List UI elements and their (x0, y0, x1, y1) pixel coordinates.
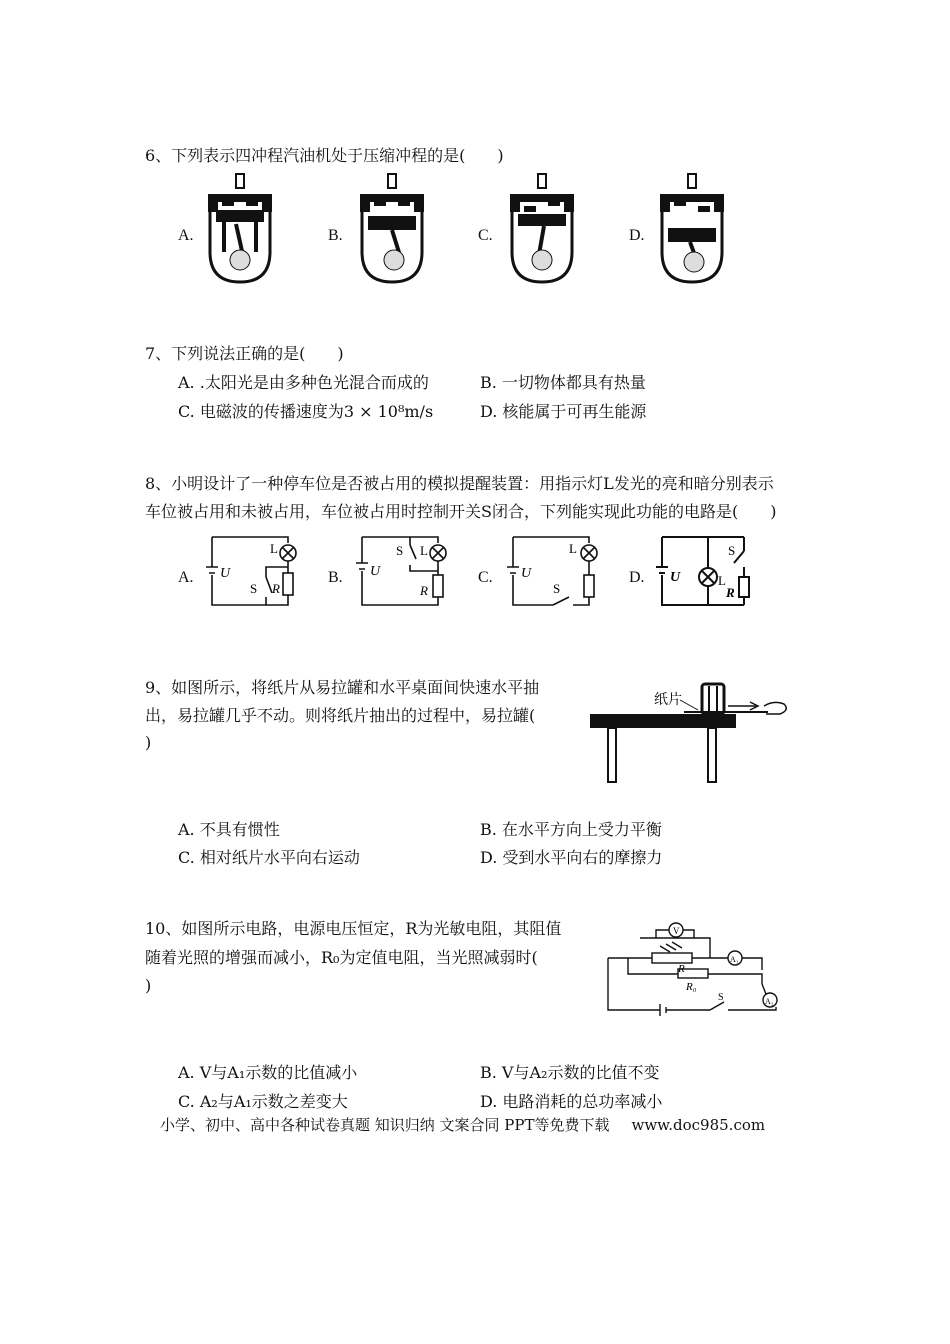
page-footer (160, 1115, 765, 1135)
ammeter-a1-label: A₁ (730, 955, 739, 964)
circuit-c-label-s: S (553, 581, 561, 596)
photoresistor-circuit-figure (600, 916, 792, 1016)
circuit-figure-c (503, 533, 605, 609)
q6-option-c-label: C. (478, 227, 493, 244)
circuit-figure-d (652, 533, 754, 609)
q8-option-c-label: C. (478, 569, 493, 586)
q10-option-d: D. 电路消耗的总功率减小 (480, 1092, 663, 1111)
q6-option-b-label: B. (328, 227, 343, 244)
table-can-figure (588, 676, 798, 786)
q10-option-b: B. V与A₂示数的比值不变 (480, 1063, 660, 1082)
circuit-a-label-s: S (250, 581, 258, 596)
q10-option-a: A. V与A₁示数的比值减小 (178, 1063, 358, 1082)
q9-stem-line1: 9、如图所示，将纸片从易拉罐和水平桌面间快速水平抽 (145, 678, 540, 697)
q7-option-c: C. 电磁波的传播速度为3 × 10⁸m/s (178, 402, 434, 421)
circuit-d-label-r: R (726, 585, 735, 600)
ammeter-a2-label: A₂ (765, 997, 774, 1006)
switch-s-label: S (718, 992, 724, 1003)
circuit-b-label-s: S (396, 543, 404, 558)
q7-option-b: B. 一切物体都具有热量 (480, 373, 646, 392)
resistor-r-label: R (678, 963, 685, 975)
engine-figure-c (502, 172, 582, 287)
circuit-d-label-u: U (670, 570, 681, 585)
q7-option-a: A. .太阳光是由多种色光混合而成的 (178, 373, 429, 392)
footer-text: 小学、初中、高中各种试卷真题 知识归纳 文案合同 PPT等免费下载 (160, 1116, 610, 1134)
circuit-figure-b (352, 533, 454, 609)
engine-figure-d (652, 172, 732, 287)
engine-figure-b (352, 172, 432, 287)
q7-stem: 7、下列说法正确的是( ) (145, 344, 344, 363)
q9-option-a: A. 不具有惯性 (178, 820, 280, 839)
q10-stem-line1: 10、如图所示电路，电源电压恒定，R为光敏电阻，其阻值 (145, 919, 562, 938)
resistor-r0-label: R₀ (686, 981, 697, 993)
q7-option-d: D. 核能属于可再生能源 (480, 402, 647, 421)
q9-stem-line2: 出，易拉罐几乎不动。则将纸片抽出的过程中，易拉罐( (145, 706, 536, 725)
circuit-b-label-r: R (420, 583, 428, 598)
q10-stem-line3: ) (145, 976, 152, 995)
circuit-c-label-l: L (569, 541, 577, 556)
circuit-d-label-s: S (728, 543, 736, 558)
circuit-d-label-l: L (718, 573, 726, 588)
q10-option-c: C. A₂与A₁示数之差变大 (178, 1092, 348, 1111)
engine-figure-a (200, 172, 280, 287)
circuit-a-label-r: R (272, 581, 280, 596)
circuit-b-label-u: U (370, 564, 381, 579)
q9-option-c: C. 相对纸片水平向右运动 (178, 848, 360, 867)
q8-option-b-label: B. (328, 569, 343, 586)
q9-option-b: B. 在水平方向上受力平衡 (480, 820, 662, 839)
q8-stem-line2: 车位被占用和未被占用，车位被占用时控制开关S闭合，下列能实现此功能的电路是( ) (145, 502, 777, 521)
circuit-c-label-u: U (521, 566, 532, 581)
q8-stem-line1: 8、小明设计了一种停车位是否被占用的模拟提醒装置：用指示灯L发光的亮和暗分别表示 (145, 474, 774, 493)
q6-option-d-label: D. (629, 227, 645, 244)
circuit-a-label-l: L (270, 541, 278, 556)
paper-label: 纸片 (654, 693, 682, 708)
q10-stem-line2: 随着光照的增强而减小，R₀为定值电阻，当光照减弱时( (145, 948, 538, 967)
circuit-a-label-u: U (220, 566, 231, 581)
footer-url[interactable]: www.doc985.com (631, 1116, 766, 1134)
voltmeter-label: V (673, 926, 680, 936)
q6-stem: 6、下列表示四冲程汽油机处于压缩冲程的是( ) (145, 146, 504, 165)
q8-option-a-label: A. (178, 569, 194, 586)
circuit-figure-a (202, 533, 304, 609)
q6-option-a-label: A. (178, 227, 194, 244)
q8-option-d-label: D. (629, 569, 645, 586)
circuit-b-label-l: L (420, 543, 428, 558)
q9-stem-line3: ) (145, 733, 152, 752)
q9-option-d: D. 受到水平向右的摩擦力 (480, 848, 663, 867)
